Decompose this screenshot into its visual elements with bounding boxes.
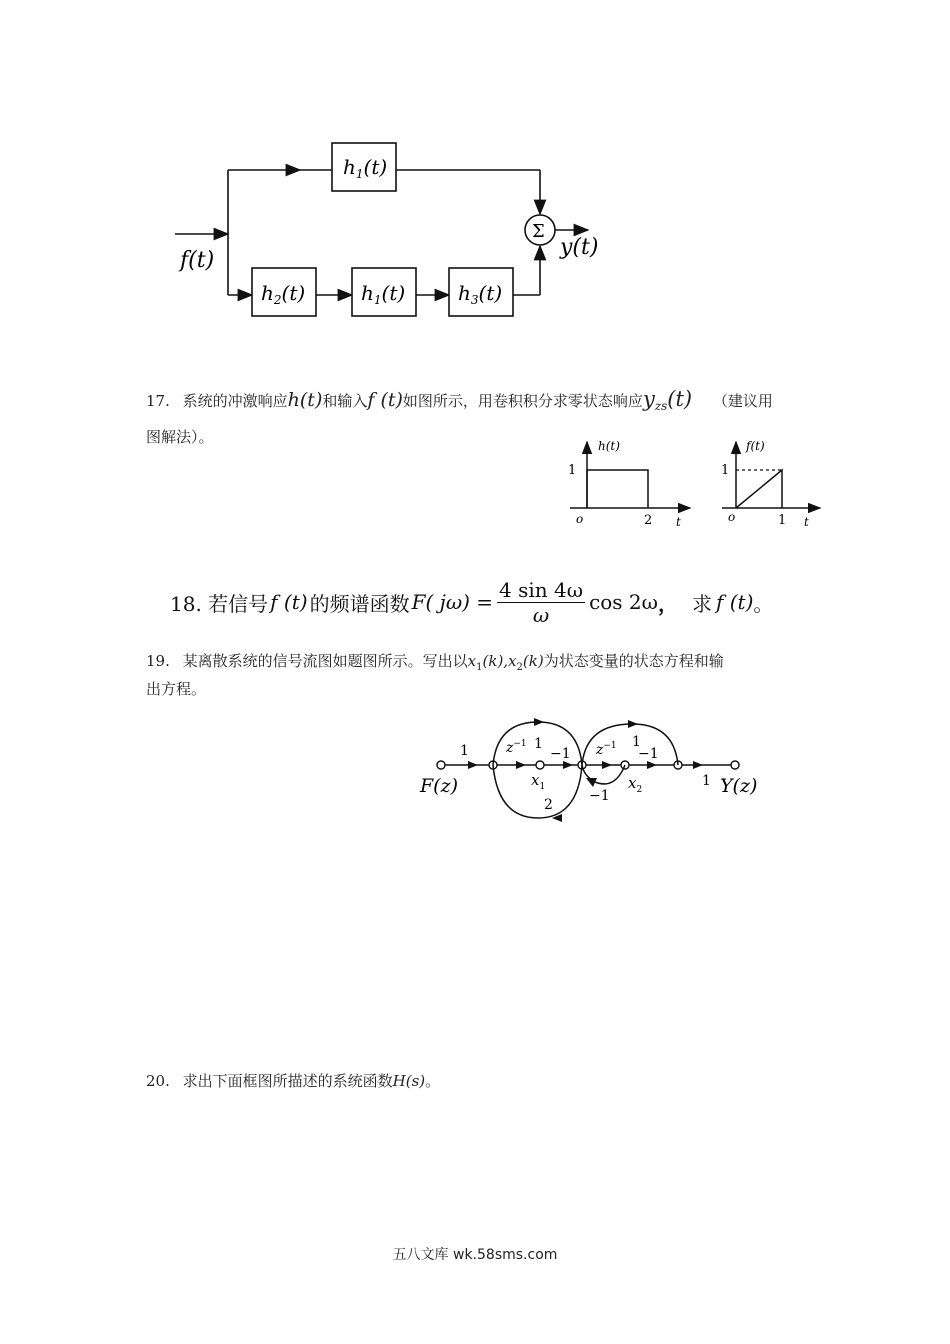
block-h1-top-label: $h_1(t)$	[343, 155, 388, 181]
q18-fraction: $\frac{4 \sin 4\omega}{\omega}$	[499, 577, 584, 627]
svg-text:z−1: $z^{-1}$	[506, 739, 527, 756]
svg-text:−1: −1	[638, 746, 659, 762]
svg-text:o: o	[576, 512, 584, 526]
q17-number: 17.	[146, 392, 170, 410]
q17-line1: 17. 系统的冲激响应h(t)和输入f (t)如图所示，用卷积积分求零状态响应$y_{zs}(t)$ （建议用	[146, 387, 773, 413]
q19-number: 19.	[146, 652, 170, 670]
h-pulse	[587, 470, 648, 508]
q17-line2: 图解法）。	[146, 428, 214, 446]
signal-flow-graph	[410, 712, 770, 832]
f-ramp	[736, 470, 782, 508]
q18-prefix: 18. 若信号	[170, 591, 269, 616]
svg-text:1: 1	[778, 513, 787, 528]
sfg-output: Y(z)	[720, 775, 758, 797]
svg-text:2: 2	[644, 513, 653, 528]
svg-text:t: t	[676, 515, 681, 529]
input-label: f(t)	[180, 248, 215, 273]
svg-text:1: 1	[702, 773, 711, 789]
q20-number: 20.	[146, 1072, 170, 1090]
svg-text:1: 1	[460, 743, 469, 759]
svg-text:1: 1	[721, 463, 730, 478]
svg-text:1: 1	[534, 736, 543, 752]
svg-text:t: t	[804, 515, 809, 529]
svg-text:1: 1	[632, 734, 641, 750]
svg-text:o: o	[728, 510, 736, 524]
sfg-input: F(z)	[420, 775, 459, 797]
svg-text:z−1: $z^{-1}$	[596, 741, 617, 758]
svg-text:2: 2	[544, 797, 553, 813]
block-h1-bottom-label: $h_1(t)$	[361, 281, 406, 307]
q19-line1: 19. 某离散系统的信号流图如题图所示。写出以$x_1(k),x_2(k)$为状态变量的状态方程和输	[146, 652, 724, 673]
output-label: y(t)	[560, 235, 599, 260]
footer-watermark: 五八文库 wk.58sms.com	[392, 1247, 558, 1263]
svg-text:1: 1	[568, 463, 577, 478]
svg-text:−1: −1	[550, 746, 571, 762]
plot-h	[560, 436, 700, 530]
plot-f	[716, 436, 826, 530]
svg-text:x1: $x_1$	[531, 771, 546, 792]
sum-symbol: Σ	[532, 221, 545, 242]
svg-text:f(t): f(t)	[746, 439, 765, 453]
svg-text:−1: −1	[589, 788, 610, 804]
q19-line2: 出方程。	[146, 680, 207, 698]
q18-line: 18. 若信号 f (t) 的频谱函数 F( jω) = $\frac{4 \sin 4\omega}{\omega}$ cos 2ω ， 求 f (t) 。	[170, 577, 774, 627]
block-diagram	[160, 130, 620, 330]
block-h3-label: $h_3(t)$	[458, 281, 503, 307]
q20-line: 20. 求出下面框图所描述的系统函数H(s)。	[146, 1072, 441, 1090]
block-h2-label: $h_2(t)$	[261, 281, 306, 307]
svg-text:x2: $x_2$	[628, 774, 643, 795]
svg-text:h(t): h(t)	[598, 439, 620, 453]
